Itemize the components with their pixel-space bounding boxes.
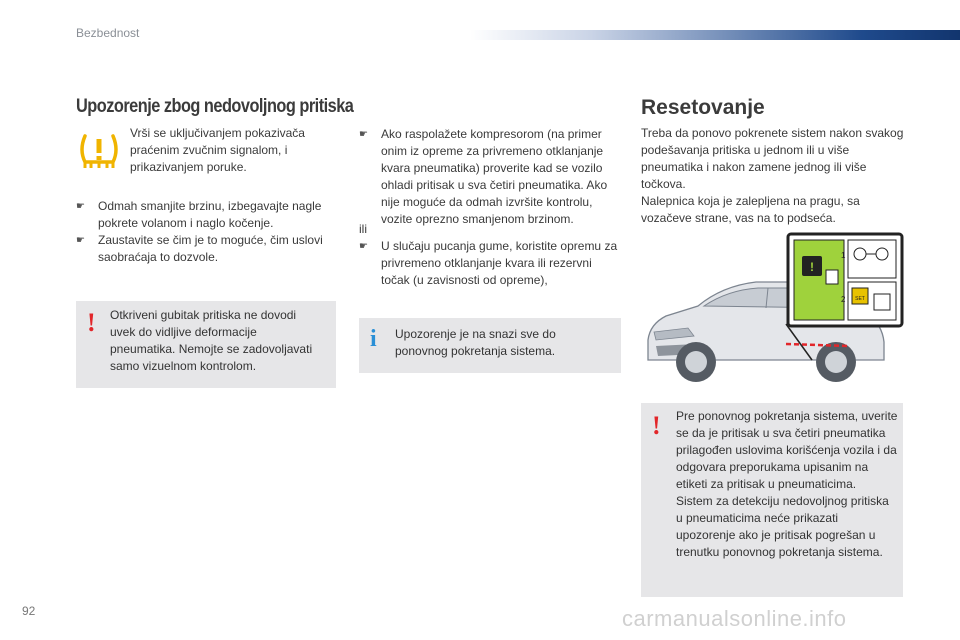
label-number-1: 1: [841, 251, 846, 260]
exclamation-icon: !: [652, 411, 661, 440]
header-bar: [470, 30, 960, 40]
system-info-box: i Upozorenje je na snazi sve do ponovnog pokretanja sistema.: [359, 318, 621, 373]
section-title: Bezbednost: [76, 26, 140, 40]
list-item: ☛ U slučaju pucanja gume, koristite opremu za privremeno otklanjanje kvara ili rezervni točak (u zavisnosti od opreme),: [359, 239, 618, 287]
or-label: ili: [359, 222, 367, 236]
middle-bullet-list: [359, 126, 621, 228]
right-arrow-bullet-icon: ☛: [76, 201, 85, 212]
warning-intro-text: Vrši se uključivanjem pokazivača praćenim zvučnim signalom, i prikazivanjem poruke.: [130, 126, 305, 174]
reset-text: Treba da ponovo pokrenete sistem nakon svakog podešavanja pritiska u jednom ili u više pneumatika i nakon zamene jednog ili više točkova. Nalepnica koja je zalepljena na pragu, sa vozačeve strane, vas na to podseća.: [641, 126, 904, 225]
reset-title: Resetovanje: [641, 96, 765, 119]
right-arrow-bullet-icon: ☛: [76, 235, 85, 246]
list-item: ☛ Ako raspolažete kompresorom (na primer onim iz opreme za privremeno otklanjanje kvara pneumatika) proverite kad se vozilo ohladi pritisak u sva četiri pneumatika. Ako nije moguće da odmah izvršite kontrolu, vozite oprezno smanjenom brzinom.: [359, 127, 608, 226]
svg-text:!: !: [810, 260, 814, 274]
middle-bullet-list-2: [359, 238, 621, 289]
watermark: carmanualsonline.info: [622, 606, 847, 631]
right-arrow-bullet-icon: ☛: [359, 129, 368, 140]
pressure-loss-warning-box: ! Otkriveni gubitak pritiska ne dovodi uvek do vidljive deformacije pneumatika. Nemojte se zadovoljavati samo vizuelnom kontrolom.: [76, 301, 336, 388]
left-bullet-list: [76, 198, 338, 266]
list-item: ☛ Odmah smanjite brzinu, izbegavajte nagle pokrete volanom i naglo kočenje.: [76, 199, 322, 230]
right-arrow-bullet-icon: ☛: [359, 241, 368, 252]
low-pressure-title: Upozorenje zbog nedovoljnog pritiska: [76, 96, 354, 117]
car-sill-label-illustration: [636, 232, 906, 394]
label-number-2: 2: [841, 295, 846, 304]
exclamation-icon: !: [87, 308, 96, 337]
label-set: SET: [855, 296, 865, 302]
list-item: ☛ Zaustavite se čim je to moguće, čim uslovi saobraćaja to dozvole.: [76, 233, 323, 264]
tire-pressure-warning-icon: [76, 128, 122, 174]
page-number: 92: [22, 604, 36, 618]
info-icon: i: [370, 326, 377, 352]
reset-warning-box: ! Pre ponovnog pokretanja sistema, uverite se da je pritisak u sva četiri pneumatika prilagođen uslovima korišćenja vozila i da odgovara preporukama upisanim na etiketi za pritisak u pneumaticima. Sistem za detekciju nedovoljnog pritiska u pneumaticima neće prikazati upozorenje ako je pritisak pogrešan u trenutku ponovnog pokretanja sistema.: [641, 403, 903, 597]
